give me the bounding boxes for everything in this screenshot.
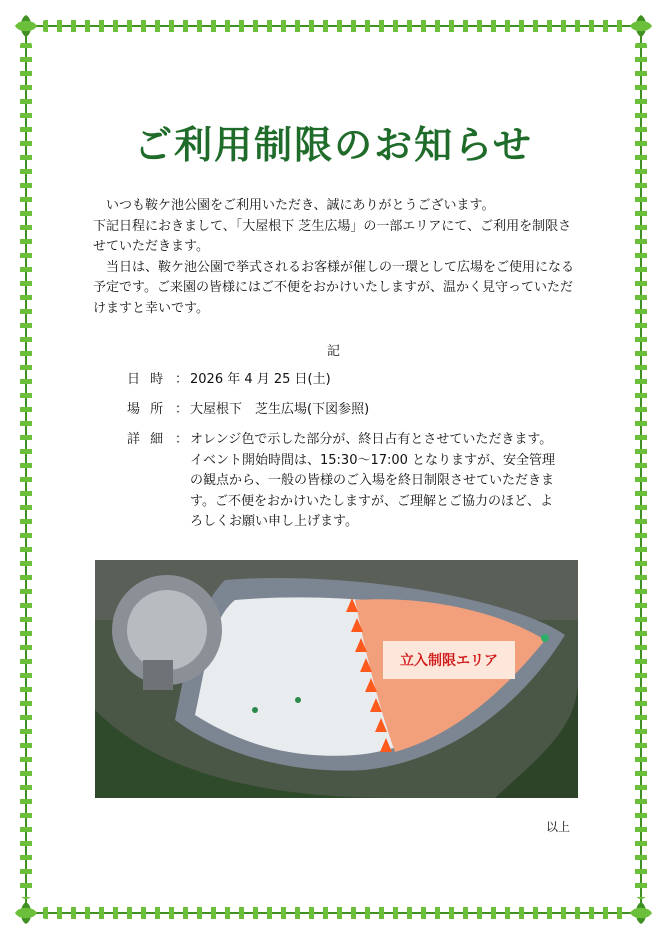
detail-label: 詳 細 <box>127 432 167 447</box>
place-value: 大屋根下 芝生広場(下図参照) <box>190 402 370 417</box>
date-label: 日 時 <box>127 372 167 387</box>
colon: ： <box>175 372 189 387</box>
intro-text <box>93 196 583 319</box>
intro-paragraph-2: 下記日程におきまして、「大屋根下 芝生広場」の一部エリアにて、ご利用を制限させていただきます。 <box>93 218 572 254</box>
colon: ： <box>175 402 189 417</box>
corner-leaf-icon <box>628 900 654 926</box>
place-label: 場 所 <box>127 402 167 417</box>
restricted-area-label: 立入制限エリア <box>383 641 515 679</box>
border-leaves-bottom <box>40 907 627 919</box>
corner-leaf-icon <box>628 13 654 39</box>
border-leaves-top <box>40 20 627 32</box>
detail-row <box>127 430 191 451</box>
aerial-map-image <box>95 560 578 798</box>
intro-paragraph-1: いつも鞍ケ池公園をご利用いただき、誠にありがとうございます。 <box>106 198 495 213</box>
intro-paragraph-3: 当日は、鞍ケ池公園で挙式されるお客様が催しの一環として広場をご使用になる予定です。ご来園の皆様にはご不便をおかけいたしますが、温かく見守っていただけますと幸いです。 <box>93 259 575 316</box>
page-title: ご利用制限のお知らせ <box>134 123 533 167</box>
corner-leaf-icon <box>13 13 39 39</box>
place-row <box>127 400 191 421</box>
aerial-map <box>95 560 578 798</box>
closing-text: 以上 <box>546 820 571 834</box>
colon: ： <box>175 432 189 447</box>
ki-heading: 記 <box>326 344 340 359</box>
corner-leaf-icon <box>13 900 39 926</box>
date-row <box>127 370 191 391</box>
detail-value: オレンジ色で示した部分が、終日占有とさせていただきます。イベント開始時間は、15:30〜17:00 となりますが、安全管理の観点から、一般の皆様のご入場を終日制限させていただきます。ご不便をおかけいたしますが、ご理解とご協力のほど、よろしくお願い申し上げます。 <box>190 432 556 529</box>
date-value: 2026 年 4 月 25 日(土) <box>190 372 331 387</box>
